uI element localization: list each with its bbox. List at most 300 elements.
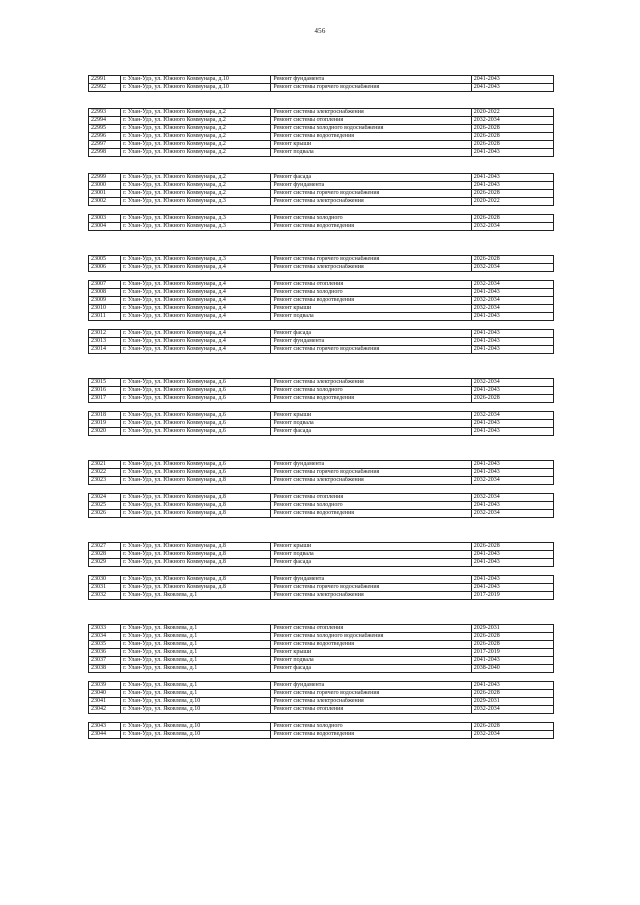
address-cell: г. Улан-Удэ, ул. Южного Коммунара, д.6	[121, 395, 271, 403]
row-number-cell: 22993	[89, 109, 121, 117]
table-row	[89, 592, 554, 600]
work-type-cell: Ремонт системы водоотведения	[271, 223, 471, 231]
work-type-cell: Ремонт системы отопления	[271, 281, 471, 289]
address-cell: г. Улан-Удэ, ул. Яковлева, д.10	[121, 731, 271, 739]
address-cell: г. Улан-Удэ, ул. Южного Коммунара, д.4	[121, 313, 271, 321]
period-cell: 2026-2028	[471, 215, 553, 223]
period-cell: 2041-2043	[471, 428, 553, 436]
spacer-cell	[89, 206, 554, 215]
row-number-cell: 23041	[89, 698, 121, 706]
work-type-cell: Ремонт системы электроснабжения	[271, 592, 471, 600]
table-row	[89, 133, 554, 141]
row-number-cell: 23003	[89, 215, 121, 223]
address-cell: г. Улан-Удэ, ул. Южного Коммунара, д.2	[121, 117, 271, 125]
table-row	[89, 502, 554, 510]
work-type-cell: Ремонт системы холодного	[271, 387, 471, 395]
work-type-cell: Ремонт системы отопления	[271, 494, 471, 502]
row-number-cell: 23040	[89, 690, 121, 698]
row-number-cell: 23011	[89, 313, 121, 321]
work-type-cell: Ремонт системы холодного	[271, 215, 471, 223]
period-cell: 2041-2043	[471, 502, 553, 510]
address-cell: г. Улан-Удэ, ул. Южного Коммунара, д.3	[121, 198, 271, 206]
work-type-cell: Ремонт фасада	[271, 665, 471, 673]
period-cell: 2032-2034	[471, 510, 553, 518]
row-spacer	[89, 673, 554, 682]
row-spacer	[89, 157, 554, 174]
work-type-cell: Ремонт фундамента	[271, 182, 471, 190]
period-cell: 2041-2043	[471, 387, 553, 395]
period-cell: 2041-2043	[471, 346, 553, 354]
spacer-cell	[89, 485, 554, 494]
address-cell: г. Улан-Удэ, ул. Южного Коммунара, д.4	[121, 297, 271, 305]
table-row	[89, 174, 554, 182]
period-cell: 2020-2022	[471, 109, 553, 117]
table-row	[89, 395, 554, 403]
period-cell: 2026-2028	[471, 690, 553, 698]
row-number-cell: 22994	[89, 117, 121, 125]
period-cell: 2026-2028	[471, 395, 553, 403]
address-cell: г. Улан-Удэ, ул. Южного Коммунара, д.3	[121, 223, 271, 231]
table-row	[89, 215, 554, 223]
period-cell: 2026-2028	[471, 190, 553, 198]
row-spacer	[89, 403, 554, 412]
period-cell: 2041-2043	[471, 551, 553, 559]
row-number-cell: 23030	[89, 576, 121, 584]
row-spacer	[89, 518, 554, 543]
row-number-cell: 23020	[89, 428, 121, 436]
period-cell: 2041-2043	[471, 461, 553, 469]
address-cell: г. Улан-Удэ, ул. Южного Коммунара, д.6	[121, 412, 271, 420]
row-number-cell: 23009	[89, 297, 121, 305]
address-cell: г. Улан-Удэ, ул. Яковлева, д.1	[121, 657, 271, 665]
row-number-cell: 23022	[89, 469, 121, 477]
table-row	[89, 731, 554, 739]
work-type-cell: Ремонт системы холодного	[271, 289, 471, 297]
address-cell: г. Улан-Удэ, ул. Южного Коммунара, д.10	[121, 84, 271, 92]
row-spacer	[89, 231, 554, 256]
period-cell: 2041-2043	[471, 289, 553, 297]
address-cell: г. Улан-Удэ, ул. Южного Коммунара, д.4	[121, 281, 271, 289]
row-number-cell: 22995	[89, 125, 121, 133]
address-cell: г. Улан-Удэ, ул. Южного Коммунара, д.6	[121, 469, 271, 477]
period-cell: 2041-2043	[471, 76, 553, 84]
address-cell: г. Улан-Удэ, ул. Южного Коммунара, д.2	[121, 174, 271, 182]
table-row	[89, 682, 554, 690]
repair-schedule-table	[88, 75, 554, 739]
work-type-cell: Ремонт системы водоотведения	[271, 731, 471, 739]
period-cell: 2041-2043	[471, 584, 553, 592]
address-cell: г. Улан-Удэ, ул. Южного Коммунара, д.2	[121, 190, 271, 198]
period-cell: 2032-2034	[471, 264, 553, 272]
table-row	[89, 297, 554, 305]
table-row	[89, 420, 554, 428]
period-cell: 2032-2034	[471, 379, 553, 387]
period-cell: 2032-2034	[471, 494, 553, 502]
row-spacer	[89, 321, 554, 330]
row-number-cell: 23042	[89, 706, 121, 714]
table-row	[89, 641, 554, 649]
table-row	[89, 330, 554, 338]
row-number-cell: 23031	[89, 584, 121, 592]
table-row	[89, 182, 554, 190]
work-type-cell: Ремонт системы водоотведения	[271, 395, 471, 403]
table-row	[89, 625, 554, 633]
period-cell: 2026-2028	[471, 641, 553, 649]
address-cell: г. Улан-Удэ, ул. Южного Коммунара, д.6	[121, 420, 271, 428]
row-number-cell: 22999	[89, 174, 121, 182]
address-cell: г. Улан-Удэ, ул. Яковлева, д.1	[121, 649, 271, 657]
address-cell: г. Улан-Удэ, ул. Южного Коммунара, д.4	[121, 305, 271, 313]
address-cell: г. Улан-Удэ, ул. Южного Коммунара, д.6	[121, 428, 271, 436]
row-spacer	[89, 354, 554, 379]
address-cell: г. Улан-Удэ, ул. Яковлева, д.1	[121, 633, 271, 641]
table-row	[89, 584, 554, 592]
table-row	[89, 469, 554, 477]
work-type-cell: Ремонт фундамента	[271, 461, 471, 469]
row-number-cell: 23015	[89, 379, 121, 387]
period-cell: 2032-2034	[471, 412, 553, 420]
period-cell: 2026-2028	[471, 125, 553, 133]
row-number-cell: 23029	[89, 559, 121, 567]
table-row	[89, 256, 554, 264]
work-type-cell: Ремонт крыши	[271, 649, 471, 657]
row-number-cell: 22991	[89, 76, 121, 84]
address-cell: г. Улан-Удэ, ул. Яковлева, д.1	[121, 665, 271, 673]
address-cell: г. Улан-Удэ, ул. Южного Коммунара, д.2	[121, 109, 271, 117]
period-cell: 2041-2043	[471, 469, 553, 477]
work-type-cell: Ремонт крыши	[271, 305, 471, 313]
table-row	[89, 84, 554, 92]
row-number-cell: 23023	[89, 477, 121, 485]
address-cell: г. Улан-Удэ, ул. Южного Коммунара, д.4	[121, 264, 271, 272]
address-cell: г. Улан-Удэ, ул. Южного Коммунара, д.8	[121, 477, 271, 485]
address-cell: г. Улан-Удэ, ул. Южного Коммунара, д.8	[121, 576, 271, 584]
table-body	[89, 76, 554, 739]
spacer-cell	[89, 518, 554, 543]
spacer-cell	[89, 600, 554, 625]
work-type-cell: Ремонт системы отопления	[271, 625, 471, 633]
work-type-cell: Ремонт системы отопления	[271, 706, 471, 714]
table-row	[89, 338, 554, 346]
period-cell: 2026-2028	[471, 256, 553, 264]
row-number-cell: 23024	[89, 494, 121, 502]
address-cell: г. Улан-Удэ, ул. Яковлева, д.1	[121, 592, 271, 600]
spacer-cell	[89, 354, 554, 379]
work-type-cell: Ремонт системы горячего водоснабжения	[271, 584, 471, 592]
address-cell: г. Улан-Удэ, ул. Яковлева, д.1	[121, 641, 271, 649]
work-type-cell: Ремонт системы отопления	[271, 117, 471, 125]
address-cell: г. Улан-Удэ, ул. Южного Коммунара, д.6	[121, 461, 271, 469]
period-cell: 2032-2034	[471, 297, 553, 305]
row-number-cell: 23016	[89, 387, 121, 395]
address-cell: г. Улан-Удэ, ул. Южного Коммунара, д.8	[121, 494, 271, 502]
period-cell: 2020-2022	[471, 198, 553, 206]
address-cell: г. Улан-Удэ, ул. Южного Коммунара, д.8	[121, 502, 271, 510]
work-type-cell: Ремонт системы холодного водоснабжения	[271, 125, 471, 133]
address-cell: г. Улан-Удэ, ул. Южного Коммунара, д.2	[121, 149, 271, 157]
address-cell: г. Улан-Удэ, ул. Южного Коммунара, д.4	[121, 346, 271, 354]
row-number-cell: 23018	[89, 412, 121, 420]
period-cell: 2017-2019	[471, 592, 553, 600]
address-cell: г. Улан-Удэ, ул. Южного Коммунара, д.3	[121, 256, 271, 264]
spacer-cell	[89, 157, 554, 174]
period-cell: 2041-2043	[471, 338, 553, 346]
row-number-cell: 23044	[89, 731, 121, 739]
work-type-cell: Ремонт системы горячего водоснабжения	[271, 346, 471, 354]
row-spacer	[89, 485, 554, 494]
period-cell: 2041-2043	[471, 682, 553, 690]
row-number-cell: 23039	[89, 682, 121, 690]
row-spacer	[89, 714, 554, 723]
row-number-cell: 23014	[89, 346, 121, 354]
row-number-cell: 23012	[89, 330, 121, 338]
work-type-cell: Ремонт системы холодного	[271, 502, 471, 510]
work-type-cell: Ремонт фундамента	[271, 76, 471, 84]
table-row	[89, 633, 554, 641]
row-spacer	[89, 206, 554, 215]
row-number-cell: 23007	[89, 281, 121, 289]
table-row	[89, 117, 554, 125]
period-cell: 2029-2031	[471, 625, 553, 633]
work-type-cell: Ремонт фасада	[271, 559, 471, 567]
period-cell: 2041-2043	[471, 559, 553, 567]
address-cell: г. Улан-Удэ, ул. Южного Коммунара, д.8	[121, 584, 271, 592]
row-number-cell: 22998	[89, 149, 121, 157]
table-row	[89, 305, 554, 313]
row-number-cell: 22997	[89, 141, 121, 149]
address-cell: г. Улан-Удэ, ул. Южного Коммунара, д.4	[121, 338, 271, 346]
row-number-cell: 23021	[89, 461, 121, 469]
work-type-cell: Ремонт системы электроснабжения	[271, 109, 471, 117]
spacer-cell	[89, 567, 554, 576]
table-row	[89, 289, 554, 297]
work-type-cell: Ремонт системы электроснабжения	[271, 477, 471, 485]
table-row	[89, 198, 554, 206]
work-type-cell: Ремонт системы электроснабжения	[271, 198, 471, 206]
address-cell: г. Улан-Удэ, ул. Южного Коммунара, д.3	[121, 215, 271, 223]
row-number-cell: 23013	[89, 338, 121, 346]
row-number-cell: 23010	[89, 305, 121, 313]
period-cell: 2026-2028	[471, 133, 553, 141]
period-cell: 2026-2028	[471, 543, 553, 551]
work-type-cell: Ремонт системы холодного	[271, 723, 471, 731]
work-type-cell: Ремонт подвала	[271, 420, 471, 428]
row-number-cell: 23033	[89, 625, 121, 633]
row-number-cell: 23005	[89, 256, 121, 264]
work-type-cell: Ремонт системы горячего водоснабжения	[271, 256, 471, 264]
address-cell: г. Улан-Удэ, ул. Южного Коммунара, д.8	[121, 551, 271, 559]
address-cell: г. Улан-Удэ, ул. Яковлева, д.10	[121, 698, 271, 706]
period-cell: 2041-2043	[471, 657, 553, 665]
table-row	[89, 461, 554, 469]
table-row	[89, 543, 554, 551]
row-number-cell: 23017	[89, 395, 121, 403]
table-row	[89, 477, 554, 485]
work-type-cell: Ремонт крыши	[271, 543, 471, 551]
period-cell: 2041-2043	[471, 576, 553, 584]
table-row	[89, 706, 554, 714]
address-cell: г. Улан-Удэ, ул. Южного Коммунара, д.2	[121, 125, 271, 133]
work-type-cell: Ремонт системы горячего водоснабжения	[271, 469, 471, 477]
row-number-cell: 23004	[89, 223, 121, 231]
period-cell: 2017-2019	[471, 649, 553, 657]
row-number-cell: 23001	[89, 190, 121, 198]
spacer-cell	[89, 436, 554, 461]
work-type-cell: Ремонт фасада	[271, 330, 471, 338]
period-cell: 2041-2043	[471, 420, 553, 428]
row-number-cell: 23008	[89, 289, 121, 297]
period-cell: 2041-2043	[471, 182, 553, 190]
period-cell: 2032-2034	[471, 731, 553, 739]
work-type-cell: Ремонт подвала	[271, 657, 471, 665]
table-row	[89, 723, 554, 731]
row-number-cell: 23038	[89, 665, 121, 673]
row-number-cell: 23032	[89, 592, 121, 600]
period-cell: 2032-2034	[471, 281, 553, 289]
table-row	[89, 657, 554, 665]
work-type-cell: Ремонт системы водоотведения	[271, 133, 471, 141]
address-cell: г. Улан-Удэ, ул. Яковлева, д.10	[121, 706, 271, 714]
work-type-cell: Ремонт системы холодного водоснабжения	[271, 633, 471, 641]
table-row	[89, 649, 554, 657]
table-row	[89, 428, 554, 436]
row-spacer	[89, 436, 554, 461]
row-number-cell: 23002	[89, 198, 121, 206]
work-type-cell: Ремонт фасада	[271, 174, 471, 182]
period-cell: 2029-2031	[471, 698, 553, 706]
table-row	[89, 109, 554, 117]
work-type-cell: Ремонт системы водоотведения	[271, 641, 471, 649]
row-number-cell: 23006	[89, 264, 121, 272]
table-row	[89, 281, 554, 289]
period-cell: 2041-2043	[471, 84, 553, 92]
work-type-cell: Ремонт фундамента	[271, 338, 471, 346]
address-cell: г. Улан-Удэ, ул. Яковлева, д.10	[121, 723, 271, 731]
address-cell: г. Улан-Удэ, ул. Яковлева, д.1	[121, 682, 271, 690]
work-type-cell: Ремонт системы электроснабжения	[271, 264, 471, 272]
work-type-cell: Ремонт подвала	[271, 313, 471, 321]
row-number-cell: 22992	[89, 84, 121, 92]
address-cell: г. Улан-Удэ, ул. Яковлева, д.1	[121, 690, 271, 698]
address-cell: г. Улан-Удэ, ул. Южного Коммунара, д.6	[121, 379, 271, 387]
row-number-cell: 23036	[89, 649, 121, 657]
spacer-cell	[89, 714, 554, 723]
work-type-cell: Ремонт системы водоотведения	[271, 297, 471, 305]
table-row	[89, 412, 554, 420]
period-cell: 2032-2034	[471, 223, 553, 231]
period-cell: 2041-2043	[471, 149, 553, 157]
work-type-cell: Ремонт системы водоотведения	[271, 510, 471, 518]
work-type-cell: Ремонт системы горячего водоснабжения	[271, 190, 471, 198]
address-cell: г. Улан-Удэ, ул. Южного Коммунара, д.8	[121, 543, 271, 551]
period-cell: 2032-2034	[471, 477, 553, 485]
period-cell: 2041-2043	[471, 313, 553, 321]
table-row	[89, 125, 554, 133]
row-number-cell: 23034	[89, 633, 121, 641]
table-row	[89, 494, 554, 502]
row-spacer	[89, 567, 554, 576]
row-number-cell: 23028	[89, 551, 121, 559]
table-row	[89, 551, 554, 559]
row-number-cell: 23027	[89, 543, 121, 551]
table-row	[89, 665, 554, 673]
table-row	[89, 76, 554, 84]
period-cell: 2041-2043	[471, 174, 553, 182]
spacer-cell	[89, 673, 554, 682]
address-cell: г. Улан-Удэ, ул. Южного Коммунара, д.4	[121, 330, 271, 338]
row-spacer	[89, 272, 554, 281]
table-row	[89, 346, 554, 354]
work-type-cell: Ремонт системы электроснабжения	[271, 698, 471, 706]
table-row	[89, 698, 554, 706]
table-row	[89, 387, 554, 395]
row-number-cell: 23035	[89, 641, 121, 649]
row-spacer	[89, 600, 554, 625]
address-cell: г. Улан-Удэ, ул. Южного Коммунара, д.8	[121, 510, 271, 518]
table-row	[89, 141, 554, 149]
address-cell: г. Улан-Удэ, ул. Южного Коммунара, д.2	[121, 182, 271, 190]
row-number-cell: 23043	[89, 723, 121, 731]
work-type-cell: Ремонт фундамента	[271, 576, 471, 584]
work-type-cell: Ремонт подвала	[271, 149, 471, 157]
work-type-cell: Ремонт системы электроснабжения	[271, 379, 471, 387]
period-cell: 2026-2028	[471, 141, 553, 149]
address-cell: г. Улан-Удэ, ул. Южного Коммунара, д.6	[121, 387, 271, 395]
address-cell: г. Улан-Удэ, ул. Южного Коммунара, д.4	[121, 289, 271, 297]
spacer-cell	[89, 403, 554, 412]
address-cell: г. Улан-Удэ, ул. Южного Коммунара, д.10	[121, 76, 271, 84]
table-row	[89, 223, 554, 231]
table-row	[89, 313, 554, 321]
row-number-cell: 23025	[89, 502, 121, 510]
spacer-cell	[89, 231, 554, 256]
period-cell: 2032-2034	[471, 117, 553, 125]
row-number-cell: 23037	[89, 657, 121, 665]
period-cell: 2041-2043	[471, 330, 553, 338]
work-type-cell: Ремонт фасада	[271, 428, 471, 436]
address-cell: г. Улан-Удэ, ул. Южного Коммунара, д.2	[121, 141, 271, 149]
work-type-cell: Ремонт системы горячего водоснабжения	[271, 84, 471, 92]
period-cell: 2038-2040	[471, 665, 553, 673]
spacer-cell	[89, 92, 554, 109]
row-spacer	[89, 92, 554, 109]
row-number-cell: 23000	[89, 182, 121, 190]
work-type-cell: Ремонт подвала	[271, 551, 471, 559]
table-row	[89, 190, 554, 198]
table-row	[89, 149, 554, 157]
table-row	[89, 559, 554, 567]
row-number-cell: 23019	[89, 420, 121, 428]
work-type-cell: Ремонт системы горячего водоснабжения	[271, 690, 471, 698]
table-row	[89, 510, 554, 518]
work-type-cell: Ремонт крыши	[271, 412, 471, 420]
period-cell: 2032-2034	[471, 706, 553, 714]
row-number-cell: 23026	[89, 510, 121, 518]
spacer-cell	[89, 321, 554, 330]
address-cell: г. Улан-Удэ, ул. Южного Коммунара, д.2	[121, 133, 271, 141]
table-row	[89, 690, 554, 698]
period-cell: 2026-2028	[471, 633, 553, 641]
period-cell: 2026-2028	[471, 723, 553, 731]
table-row	[89, 576, 554, 584]
table-row	[89, 264, 554, 272]
work-type-cell: Ремонт крыши	[271, 141, 471, 149]
period-cell: 2032-2034	[471, 305, 553, 313]
table-row	[89, 379, 554, 387]
address-cell: г. Улан-Удэ, ул. Южного Коммунара, д.8	[121, 559, 271, 567]
spacer-cell	[89, 272, 554, 281]
address-cell: г. Улан-Удэ, ул. Яковлева, д.1	[121, 625, 271, 633]
